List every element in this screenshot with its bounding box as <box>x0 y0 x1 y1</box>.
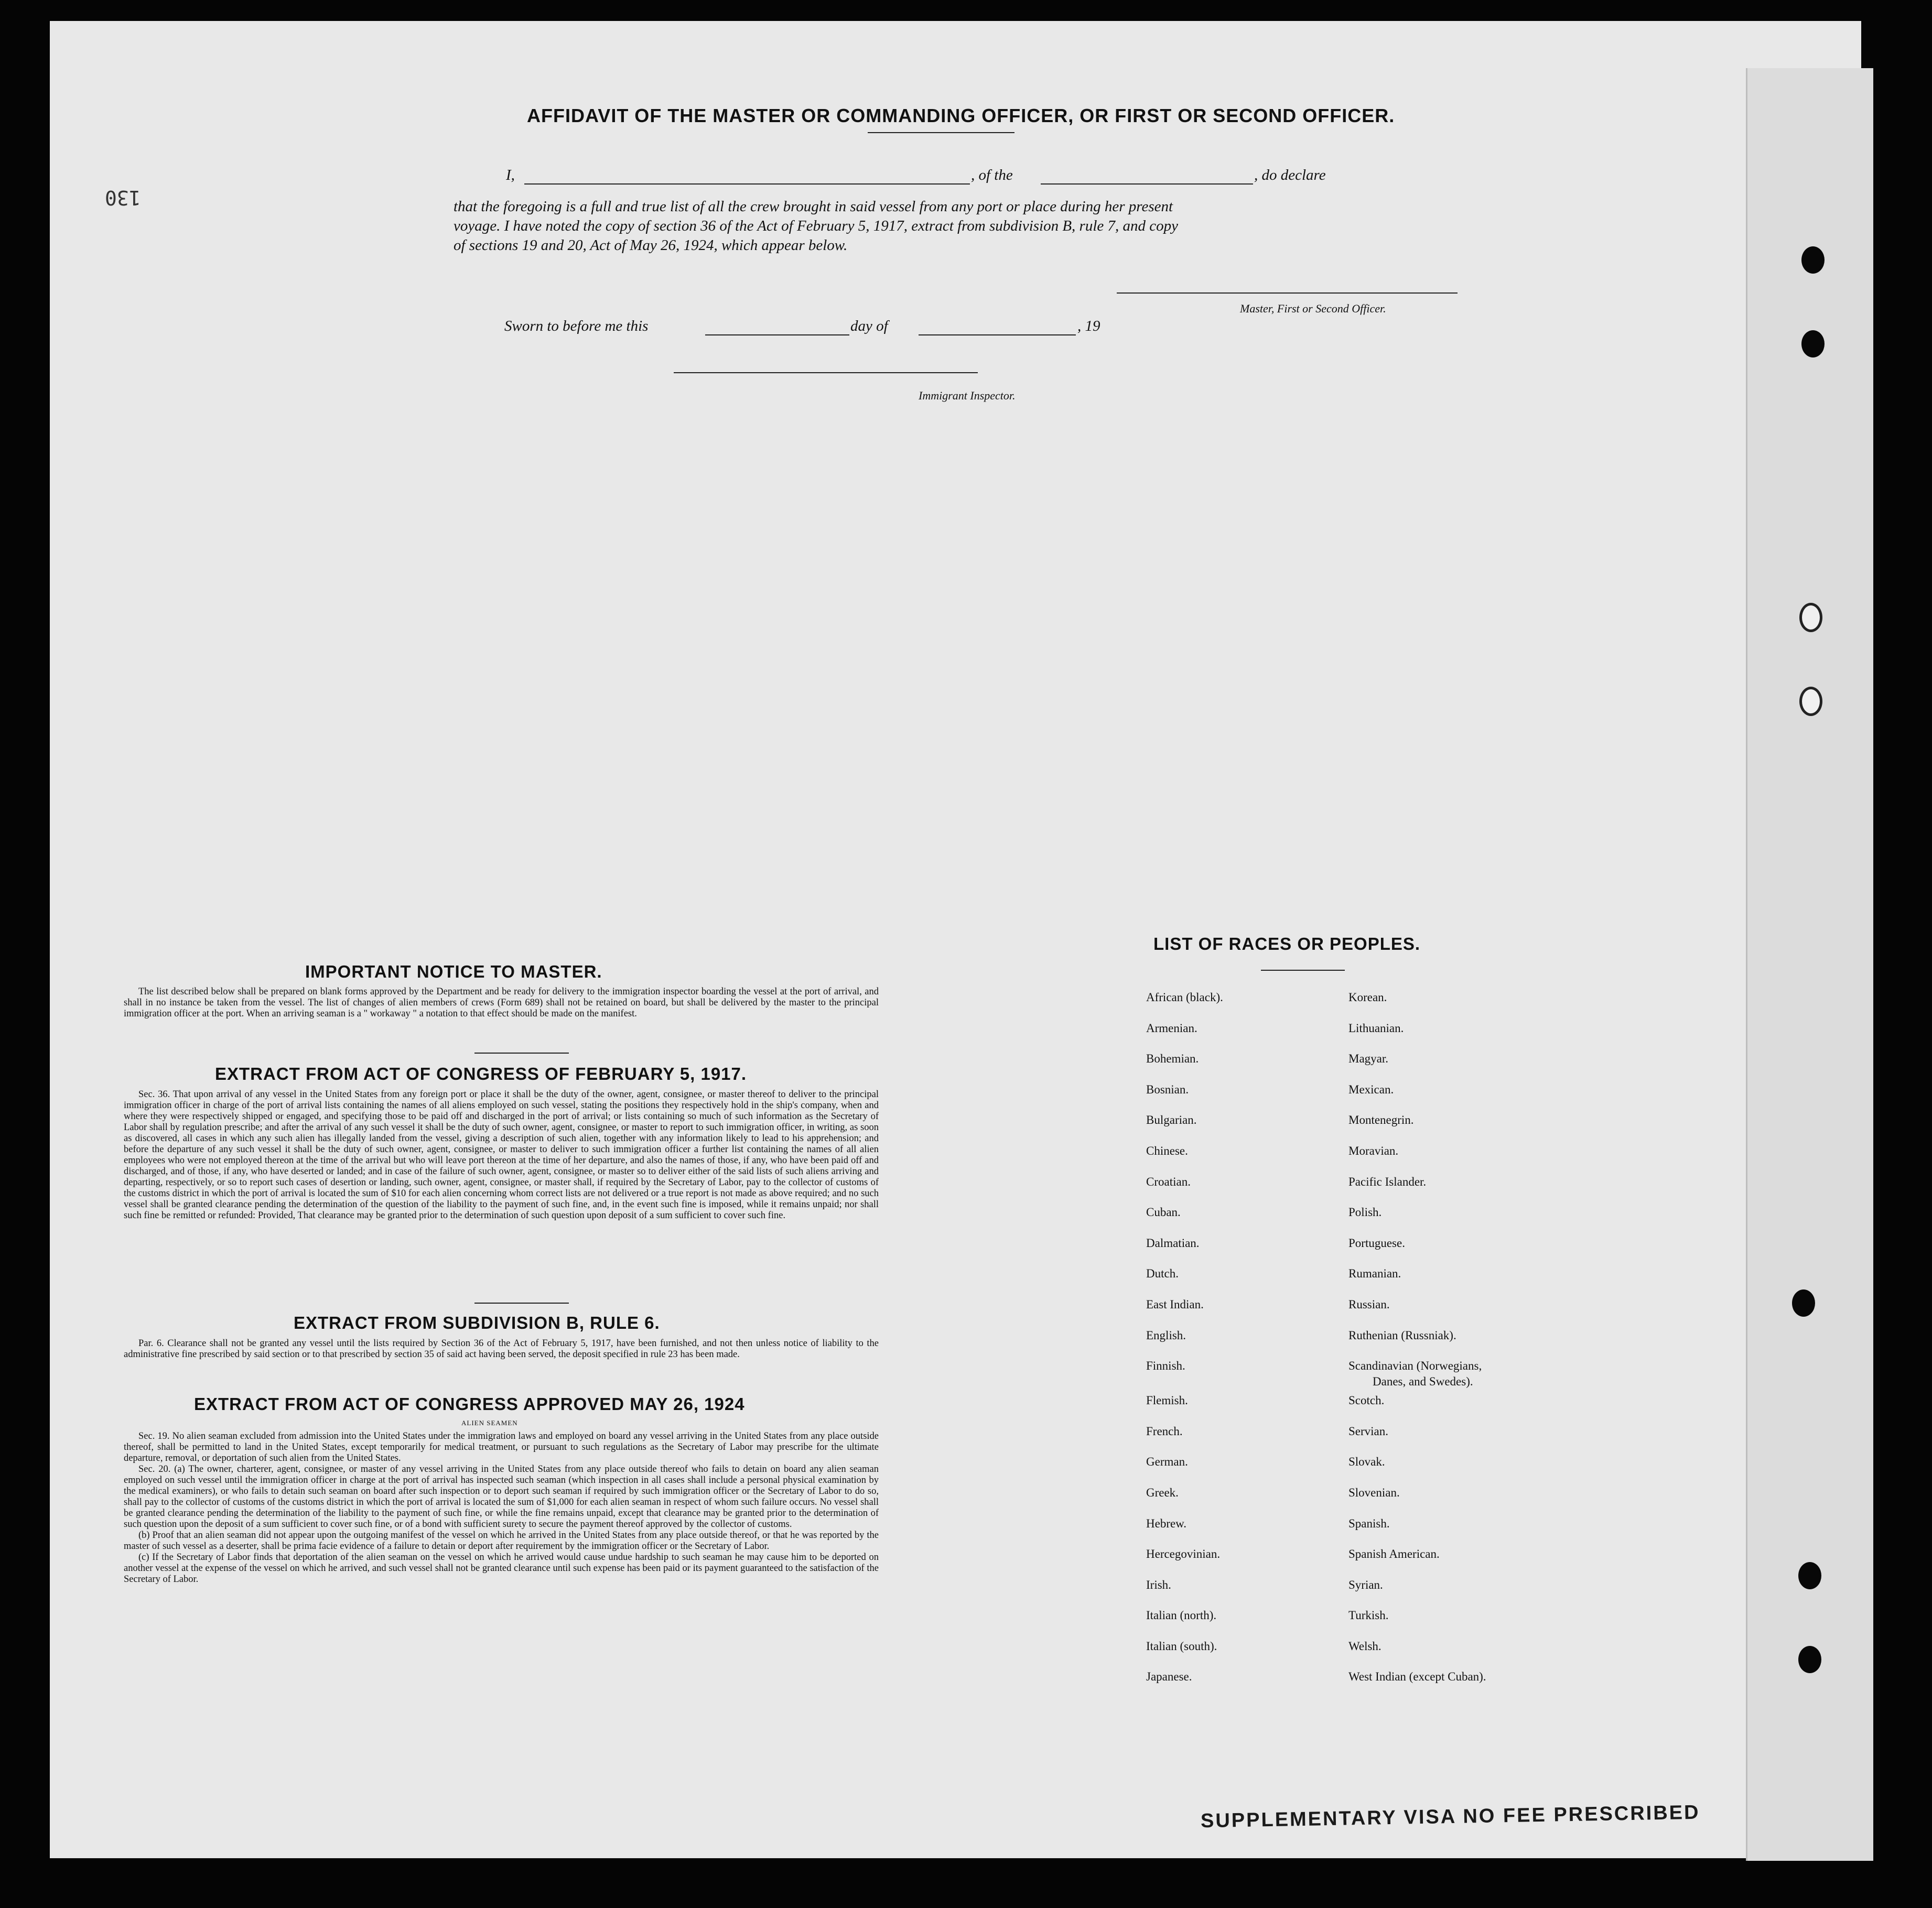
race-item: Moravian. <box>1348 1144 1399 1157</box>
race-item: Finnish. <box>1146 1359 1185 1373</box>
race-item: Bosnian. <box>1146 1082 1189 1096</box>
races-title: LIST OF RACES OR PEOPLES. <box>1153 934 1421 953</box>
race-item-continuation: Danes, and Swedes). <box>1373 1375 1473 1389</box>
sworn-label: Sworn to before me this <box>504 318 649 334</box>
race-item: German. <box>1146 1455 1188 1469</box>
extract-1917-title: EXTRACT FROM ACT OF CONGRESS OF FEBRUARY 5, 1917. <box>215 1064 747 1083</box>
race-item: Italian (north). <box>1146 1609 1217 1622</box>
race-item: Cuban. <box>1146 1206 1181 1219</box>
master-name-line <box>524 183 970 185</box>
race-item: Spanish American. <box>1348 1547 1440 1561</box>
race-item: Polish. <box>1348 1206 1382 1219</box>
section-19-paragraph: Sec. 19. No alien seaman excluded from admission into the United States under the immigration laws and employed on board any vessel arriving in the United States from any place outside thereof, shall be permitted to land in the United States, except temporarily for medical treatment, or pursuant to such regulations as the Secretary of Labor may prescribe for the ultimate departure, removal, or deportation of such alien from the United States. <box>124 1431 879 1463</box>
race-item: Magyar. <box>1348 1052 1389 1066</box>
race-item: Welsh. <box>1348 1639 1381 1653</box>
race-item: Turkish. <box>1348 1609 1389 1622</box>
affidavit-statement-2: voyage. I have noted the copy of section 36 of the Act of February 5, 1917, extract from subdivision B, rule 7, and copy <box>454 218 1179 234</box>
notice-title: IMPORTANT NOTICE TO MASTER. <box>305 962 602 981</box>
race-item: Chinese. <box>1146 1144 1188 1157</box>
race-item: Slovak. <box>1348 1455 1385 1469</box>
races-title-underline <box>1261 970 1345 971</box>
race-item: Pacific Islander. <box>1348 1175 1427 1188</box>
section-36-paragraph: Sec. 36. That upon arrival of any vessel in the United States from any foreign port or place it shall be the duty of the owner, agent, consignee, or master thereof to deliver to the principal immigration officer in charge of the port of arrival lists containing the names of all aliens employed on such vessel, stating the positions they respectively hold in the ship's company, when and where they were respectively shipped or engaged, and specifying those to be paid off and discharged in the port of arrival; or lists containing so much of such information as the Secretary of Labor shall by regulation prescribe; and after the arrival of any such vessel it shall be the duty of such owner, agent, consignee, or master to report to such immigration officer, in writing, as soon as discovered, all cases in which any such alien has illegally landed from the vessel, giving a description of such alien, together with any information likely to lead to his apprehension; and before the departure of any such vessel it shall be the duty of such owner, agent, consignee, or master to deliver to such immigration officer a further list containing the names of all alien employees who were not employed thereon at the time of the arrival but who will leave port thereon at the time of her departure, and also the names of those, if any, who have been paid off and discharged, and of those, if any, who have deserted or landed; and in case of the failure of such owner, agent, consignee, or master so to deliver either of the said lists of such aliens arriving and departing, respectively, or so to report such cases of desertion or landing, such owner, agent, consignee, or master shall, if required by the Secretary of Labor, pay to the collector of customs of the customs district in which the port of arrival is located the sum of $10 for each alien concerning whom correct lists are not delivered or a true report is not made as above required; and no such vessel shall be granted clearance pending the determination of the question of the liability to the payment of such fine, and, in the event such fine is imposed, while it remains unpaid; nor shall such fine be remitted or refunded: Provided, That clearance may be granted prior to the determination of such question upon deposit of a sum sufficient to cover such fine. <box>124 1089 879 1221</box>
binder-hole-icon <box>1792 1289 1815 1317</box>
section-20b-paragraph: (b) Proof that an alien seaman did not appear upon the outgoing manifest of the vessel on which he arrived in the United States from any place outside thereof, or that he was reported by the master of such vessel as a deserter, shall be prima facie evidence of a failure to detain or deport after requirement by the immigration officer or the Secretary of Labor. <box>124 1530 879 1552</box>
binder-hole-icon <box>1798 1562 1821 1589</box>
affidavit-title-underline <box>868 132 1014 133</box>
affidavit-title: AFFIDAVIT OF THE MASTER OR COMMANDING OFFICER, OR FIRST OR SECOND OFFICER. <box>527 105 1395 126</box>
race-item: Rumanian. <box>1348 1267 1401 1281</box>
extract-1917-text <box>124 1089 879 1221</box>
master-signature-caption: Master, First or Second Officer. <box>1240 302 1386 315</box>
races-left-column <box>1146 991 1223 1701</box>
race-item: Italian (south). <box>1146 1639 1217 1653</box>
race-item: Syrian. <box>1348 1578 1383 1591</box>
race-item: Russian. <box>1348 1297 1390 1311</box>
section-20c-paragraph: (c) If the Secretary of Labor finds that deportation of the alien seaman on the vessel on which he arrived would cause undue hardship to such seaman he may cause him to be deported on another vessel at the expense of the vessel on which he arrived, and such vessel shall not be granted clearance until such expense has been paid or its payment guaranteed to the satisfaction of the Secretary of Labor. <box>124 1552 879 1585</box>
year-label: , 19 <box>1077 318 1100 334</box>
race-item: Bohemian. <box>1146 1052 1199 1066</box>
rule6-paragraph: Par. 6. Clearance shall not be granted any vessel until the lists required by Section 36 of the Act of February 5, 1917, have been furnished, and not then unless notice of liability to the administrative fine prescribed by said section or to that prescribed by section 35 of said act having been served, the deposit specified in rule 23 has been made. <box>124 1338 879 1360</box>
binder-hole-icon <box>1798 1646 1821 1673</box>
master-signature-line <box>1117 292 1458 294</box>
race-item: Servian. <box>1348 1424 1389 1438</box>
race-item: Ruthenian (Russniak). <box>1348 1328 1456 1342</box>
extract-1924-text <box>124 1431 879 1585</box>
race-item: Hebrew. <box>1146 1516 1187 1530</box>
affidavit-statement-1: that the foregoing is a full and true list of all the crew brought in said vessel from any port or place during her present <box>454 198 1173 215</box>
binder-ring-icon <box>1799 603 1822 632</box>
extract-rule6-text <box>124 1338 879 1360</box>
race-item: Irish. <box>1146 1578 1171 1591</box>
race-item: English. <box>1146 1328 1186 1342</box>
race-item: Dutch. <box>1146 1267 1179 1281</box>
race-item: East Indian. <box>1146 1297 1204 1311</box>
race-item: Korean. <box>1348 991 1387 1004</box>
race-item: Japanese. <box>1146 1670 1192 1684</box>
race-item: Scotch. <box>1348 1394 1385 1407</box>
section-divider <box>474 1053 569 1054</box>
section-divider <box>474 1303 569 1304</box>
race-item: Croatian. <box>1146 1175 1191 1188</box>
race-item: West Indian (except Cuban). <box>1348 1670 1486 1684</box>
notice-text <box>124 986 879 1020</box>
binder-hole-icon <box>1801 246 1825 274</box>
race-item: Scandinavian (Norwegians, <box>1348 1359 1482 1373</box>
race-item: Portuguese. <box>1348 1236 1405 1250</box>
sheet-number: 130 <box>105 186 141 209</box>
inspector-caption: Immigrant Inspector. <box>919 389 1016 402</box>
race-item: African (black). <box>1146 991 1223 1004</box>
sworn-date-line <box>705 334 849 335</box>
binder-hole-icon <box>1801 330 1825 357</box>
race-item: Hercegovinian. <box>1146 1547 1221 1561</box>
race-item: Bulgarian. <box>1146 1113 1197 1127</box>
affidavit-of-label: , of the <box>971 167 1013 183</box>
affidavit-i-label: I, <box>506 167 515 183</box>
notice-paragraph: The list described below shall be prepared on blank forms approved by the Department and be ready for delivery to the immigration inspector boarding the vessel at the port of arrival, and shall in no instance be taken from the vessel. The list of changes of alien members of crews (Form 689) shall not be retained on board, but shall be delivered by the master to the principal immigration officer at the port. When an arriving seaman is a " workaway " a notation to that effect should be made on the manifest. <box>124 986 879 1019</box>
race-item: Armenian. <box>1146 1021 1197 1035</box>
extract-1924-title: EXTRACT FROM ACT OF CONGRESS APPROVED MAY 26, 1924 <box>194 1394 745 1414</box>
race-item: Spanish. <box>1348 1516 1390 1530</box>
affidavit-declare-label: , do declare <box>1254 167 1326 183</box>
race-item: Montenegrin. <box>1348 1113 1414 1127</box>
race-item: Slovenian. <box>1348 1486 1400 1499</box>
day-of-label: day of <box>850 318 888 334</box>
race-item: Flemish. <box>1146 1394 1188 1407</box>
supplementary-visa-stamp: SUPPLEMENTARY VISA NO FEE PRESCRIBED <box>1200 1801 1700 1833</box>
race-item: French. <box>1146 1424 1183 1438</box>
race-item: Greek. <box>1146 1486 1179 1499</box>
extract-rule6-title: EXTRACT FROM SUBDIVISION B, RULE 6. <box>294 1313 660 1332</box>
inspector-signature-line <box>674 372 978 373</box>
sworn-month-line <box>919 334 1076 335</box>
race-item: Mexican. <box>1348 1082 1394 1096</box>
race-item: Dalmatian. <box>1146 1236 1200 1250</box>
vessel-name-line <box>1041 183 1253 185</box>
alien-seamen-subtitle: ALIEN SEAMEN <box>461 1419 518 1427</box>
races-right-column <box>1348 991 1486 1701</box>
binder-ring-icon <box>1799 687 1822 716</box>
section-20a-paragraph: Sec. 20. (a) The owner, charterer, agent, consignee, or master of any vessel arriving in the United States from any place outside thereof who fails to detain on board any alien seaman employed on such vessel until the immigration officer in charge at the port of arrival has inspected such seaman (which inspection in all cases shall include a personal physical examination by the medical examiners), or who fails to detain such seaman on board after such inspection or to deport such seaman if required by such immigration officer or the Secretary of Labor to do so, shall pay to the collector of customs of the customs district in which the port of arrival is located the sum of $1,000 for each alien seaman in respect of whom such failure occurs. No vessel shall be granted clearance pending the determination of the liability to the payment of such fine, or while the fine remains unpaid, except that clearance may be granted prior to the determination of such question upon the deposit of a sum sufficient to cover such fine, or of a bond with sufficient surety to secure the payment thereof approved by the collector of customs. <box>124 1464 879 1530</box>
race-item: Lithuanian. <box>1348 1021 1404 1035</box>
affidavit-statement-3: of sections 19 and 20, Act of May 26, 1924, which appear below. <box>454 237 848 254</box>
